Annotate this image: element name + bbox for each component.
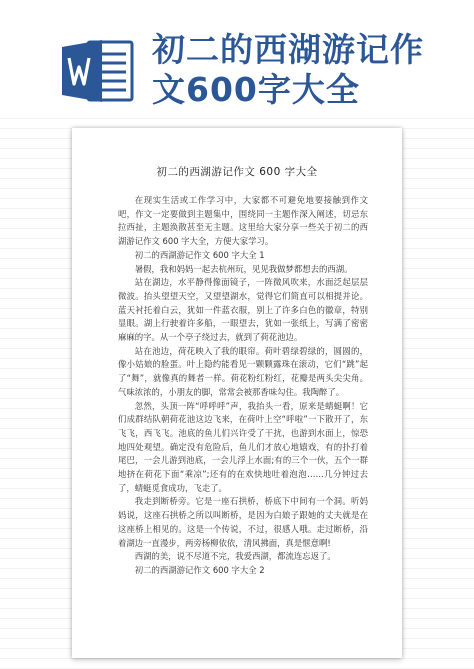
paragraph: 站在湖边，水平静得像面镜子，一阵微风吹来，水面泛起层层微波。抬头望望天空，又望望湖水，觉得它们简直可以相提并论。蓝天衬托着白云，犹如一件蓝衣服，别上了许多白色的徽章，特别显眼。湖上行驶着许多船，一眼望去，犹如一张纸上，写满了密密麻麻的字。从一个亭子绕过去，就到了荷花池边。 (118, 277, 368, 343)
banner-title-line-1: 初二的西湖游记作 (152, 30, 424, 69)
banner-title (152, 30, 452, 110)
paragraph: 忽然，头顶一阵“呼呼呼”声，我抬头一看，原来是蜻蜓啊！它们成群结队朝荷花池这边飞来，在荷叶上空“呼啦”一下散开了，东飞飞，西飞飞。池底的鱼儿们兴许受了干扰，也游到水面上，惊恐地四处观望。确定没有危险后，鱼儿们才放心地嬉戏，有的扑打着尾巴，一会儿游到池底，一会儿浮上水面;有的三个一伙，五个一群地挤在荷花下面“乘凉”;还有的在欢快地吐着泡泡……几分钟过去了，蜻蜓觅食成功，飞走了。 (118, 400, 368, 493)
paragraph: 站在池边，荷花映入了我的眼帘。荷叶碧绿碧绿的，圆圆的，像小姑娘的脸蛋。叶上隐约能看见一颗颗露珠在滚动，它们“跳”起了“舞”，就像真的舞者一样。荷花粉红粉红，花瓣是两头尖尖角。气味浓浓的，小朋友的脚，常常会被那香味勾住。我陶醉了。 (118, 345, 368, 397)
document-body (118, 194, 368, 578)
section-heading-1: 初二的西湖游记作文 600 字大全 1 (134, 249, 265, 260)
section-heading-2: 初二的西湖游记作文 600 字大全 2 (134, 564, 265, 575)
top-banner (0, 0, 474, 130)
word-document-icon (62, 38, 134, 104)
document-title: 初二的西湖游记作文 600 字大全 (156, 166, 318, 178)
paragraph-intro: 在现实生活或工作学习中，大家都不可避免地要接触到作文吧，作文一定要做到主题集中，围绕同一主题作深入阐述，切忌东拉西扯，主题涣散甚至无主题。这里给大家分享一些关于初二的西湖游记作文 600 字大全，方便大家学习。 (118, 195, 368, 247)
paragraph: 西湖的美，说不尽道不完，我爱西湖，都流连忘返了。 (134, 551, 336, 562)
document-page (72, 128, 402, 658)
paragraph: 暑假，我和妈妈一起去杭州玩，见见我做梦都想去的西湖。 (134, 263, 353, 274)
banner-title-line-2: 文600字大全 (152, 70, 360, 109)
paragraph: 我走到断桥旁。它是一座石拱桥，桥底下中间有一个洞。听妈妈说，这座石拱桥之所以叫断桥，是因为白娘子跟她的丈夫就是在这座桥上相见的。这是一个传说，不过，很感人哦。走过断桥，沿着湖边一直漫步，两旁杨柳依依，清风拂面，真是惬意啊! (118, 496, 368, 548)
